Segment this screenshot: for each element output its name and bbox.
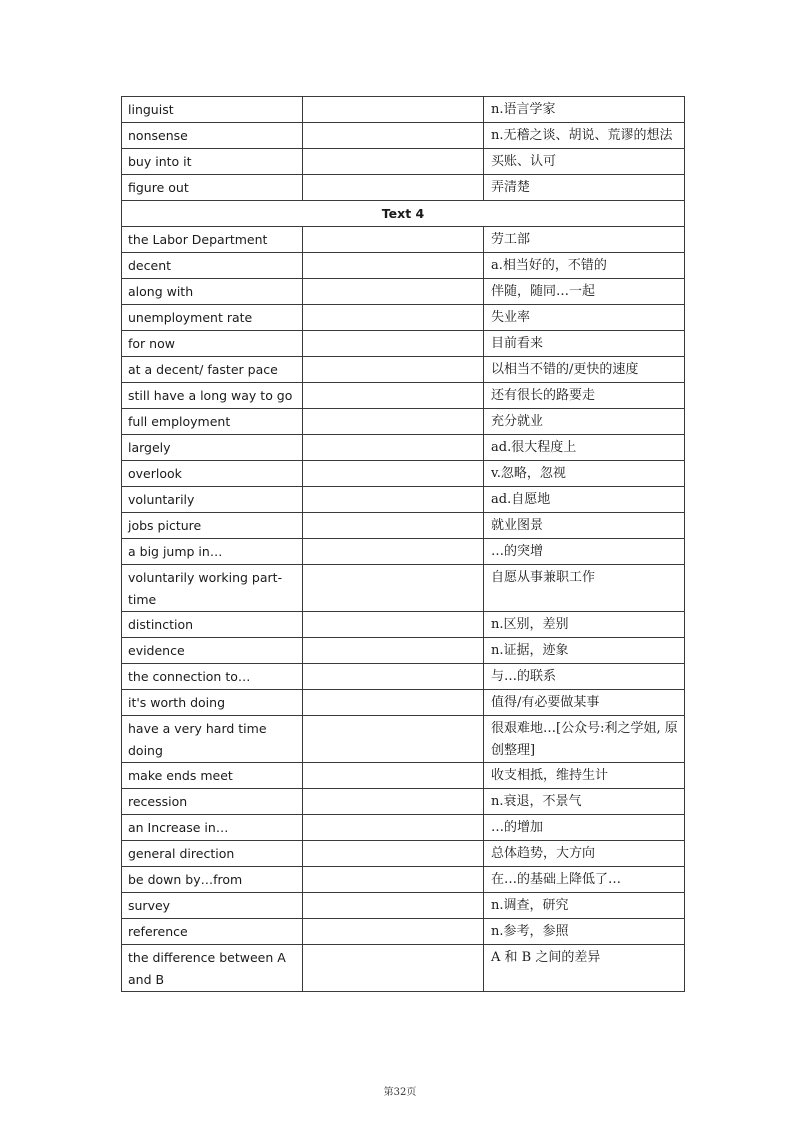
chinese-meaning: 自愿从事兼职工作 [484, 565, 685, 612]
english-term: decent [122, 253, 303, 279]
blank-cell [303, 357, 484, 383]
blank-cell [303, 279, 484, 305]
chinese-meaning: ad.很大程度上 [484, 435, 685, 461]
english-term: nonsense [122, 123, 303, 149]
chinese-meaning: A 和 B 之间的差异 [484, 945, 685, 992]
blank-cell [303, 867, 484, 893]
english-term: survey [122, 893, 303, 919]
chinese-meaning: 值得/有必要做某事 [484, 690, 685, 716]
blank-cell [303, 513, 484, 539]
blank-cell [303, 383, 484, 409]
blank-cell [303, 487, 484, 513]
table-row [122, 383, 685, 409]
table-row [122, 893, 685, 919]
english-term: have a very hard time doing [122, 716, 303, 763]
english-term: a big jump in… [122, 539, 303, 565]
blank-cell [303, 763, 484, 789]
chinese-meaning: 很艰难地…[公众号:利之学姐, 原创整理] [484, 716, 685, 763]
english-term: for now [122, 331, 303, 357]
english-term: general direction [122, 841, 303, 867]
english-term: full employment [122, 409, 303, 435]
blank-cell [303, 893, 484, 919]
english-term: the Labor Department [122, 227, 303, 253]
chinese-meaning: n.衰退，不景气 [484, 789, 685, 815]
english-term: figure out [122, 175, 303, 201]
table-row [122, 409, 685, 435]
chinese-meaning: a.相当好的，不错的 [484, 253, 685, 279]
table-row [122, 97, 685, 123]
blank-cell [303, 716, 484, 763]
chinese-meaning: 在…的基础上降低了… [484, 867, 685, 893]
blank-cell [303, 435, 484, 461]
table-row [122, 841, 685, 867]
blank-cell [303, 227, 484, 253]
blank-cell [303, 97, 484, 123]
chinese-meaning: n.无稽之谈、胡说、荒谬的想法 [484, 123, 685, 149]
chinese-meaning: 总体趋势，大方向 [484, 841, 685, 867]
table-row [122, 123, 685, 149]
chinese-meaning: 以相当不错的/更快的速度 [484, 357, 685, 383]
table-row [122, 513, 685, 539]
english-term: make ends meet [122, 763, 303, 789]
table-row [122, 763, 685, 789]
blank-cell [303, 461, 484, 487]
table-row [122, 539, 685, 565]
section-header-row [122, 201, 685, 227]
chinese-meaning: …的增加 [484, 815, 685, 841]
table-row [122, 253, 685, 279]
table-row [122, 305, 685, 331]
blank-cell [303, 664, 484, 690]
english-term: largely [122, 435, 303, 461]
chinese-meaning: 还有很长的路要走 [484, 383, 685, 409]
table-row [122, 565, 685, 612]
chinese-meaning: 充分就业 [484, 409, 685, 435]
blank-cell [303, 409, 484, 435]
english-term: buy into it [122, 149, 303, 175]
chinese-meaning: v.忽略，忽视 [484, 461, 685, 487]
table-row [122, 664, 685, 690]
blank-cell [303, 945, 484, 992]
table-row [122, 279, 685, 305]
table-row [122, 815, 685, 841]
chinese-meaning: 与…的联系 [484, 664, 685, 690]
chinese-meaning: n.证据，迹象 [484, 638, 685, 664]
chinese-meaning: 就业图景 [484, 513, 685, 539]
table-row [122, 331, 685, 357]
blank-cell [303, 638, 484, 664]
table-row [122, 716, 685, 763]
table-row [122, 461, 685, 487]
chinese-meaning: n.区别，差别 [484, 612, 685, 638]
english-term: jobs picture [122, 513, 303, 539]
english-term: voluntarily working part-time [122, 565, 303, 612]
english-term: overlook [122, 461, 303, 487]
blank-cell [303, 539, 484, 565]
chinese-meaning: n.参考，参照 [484, 919, 685, 945]
table-row [122, 638, 685, 664]
chinese-meaning: n.调查，研究 [484, 893, 685, 919]
table-row [122, 612, 685, 638]
english-term: at a decent/ faster pace [122, 357, 303, 383]
blank-cell [303, 815, 484, 841]
table-row [122, 357, 685, 383]
table-row [122, 149, 685, 175]
english-term: an Increase in… [122, 815, 303, 841]
blank-cell [303, 841, 484, 867]
table-row [122, 227, 685, 253]
table-row [122, 487, 685, 513]
table-row [122, 919, 685, 945]
english-term: unemployment rate [122, 305, 303, 331]
english-term: be down by…from [122, 867, 303, 893]
english-term: recession [122, 789, 303, 815]
blank-cell [303, 305, 484, 331]
chinese-meaning: 收支相抵，维持生计 [484, 763, 685, 789]
blank-cell [303, 331, 484, 357]
page-number: 第32页 [383, 1087, 417, 1098]
english-term: it's worth doing [122, 690, 303, 716]
vocabulary-table [121, 96, 685, 992]
chinese-meaning: 劳工部 [484, 227, 685, 253]
english-term: along with [122, 279, 303, 305]
chinese-meaning: n.语言学家 [484, 97, 685, 123]
section-title: Text 4 [122, 201, 685, 227]
blank-cell [303, 789, 484, 815]
english-term: the difference between A and B [122, 945, 303, 992]
chinese-meaning: …的突增 [484, 539, 685, 565]
chinese-meaning: 伴随，随同…一起 [484, 279, 685, 305]
english-term: evidence [122, 638, 303, 664]
chinese-meaning: ad.自愿地 [484, 487, 685, 513]
table-row [122, 690, 685, 716]
table-row [122, 789, 685, 815]
english-term: voluntarily [122, 487, 303, 513]
blank-cell [303, 253, 484, 279]
table-row [122, 945, 685, 992]
english-term: still have a long way to go [122, 383, 303, 409]
english-term: linguist [122, 97, 303, 123]
blank-cell [303, 690, 484, 716]
chinese-meaning: 目前看来 [484, 331, 685, 357]
blank-cell [303, 565, 484, 612]
english-term: distinction [122, 612, 303, 638]
table-row [122, 435, 685, 461]
blank-cell [303, 612, 484, 638]
table-row [122, 175, 685, 201]
chinese-meaning: 弄清楚 [484, 175, 685, 201]
english-term: the connection to… [122, 664, 303, 690]
blank-cell [303, 149, 484, 175]
blank-cell [303, 919, 484, 945]
table-row [122, 867, 685, 893]
english-term: reference [122, 919, 303, 945]
blank-cell [303, 123, 484, 149]
chinese-meaning: 买账、认可 [484, 149, 685, 175]
chinese-meaning: 失业率 [484, 305, 685, 331]
blank-cell [303, 175, 484, 201]
